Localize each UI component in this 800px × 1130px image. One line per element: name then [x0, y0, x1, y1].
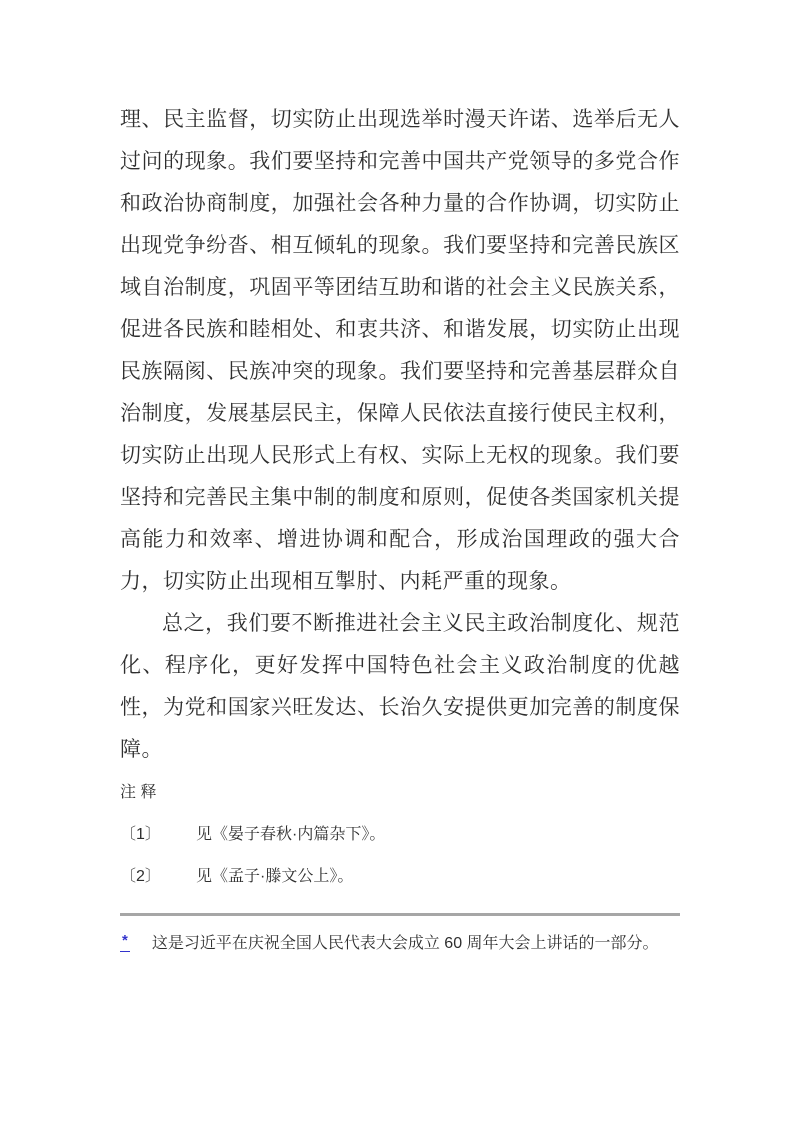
- footnote-1-text: 见《晏子春秋·内篇杂下》。: [196, 826, 386, 843]
- footer-divider: [120, 913, 680, 916]
- body-paragraph-1: 理、民主监督，切实防止出现选举时漫天许诺、选举后无人过问的现象。我们要坚持和完善中国共产党领导的多党合作和政治协商制度，加强社会各种力量的合作协调，切实防止出现党争纷沓、相互倾轧的现象。我们要坚持和完善民族区域自治制度，巩固平等团结互助和谐的社会主义民族关系，促进各民族和睦相处、和衷共济、和谐发展，切实防止出现民族隔阂、民族冲突的现象。我们要坚持和完善基层群众自治制度，发展基层民主，保障人民依法直接行使民主权利，切实防止出现人民形式上有权、实际上无权的现象。我们要坚持和完善民主集中制的制度和原则，促使各类国家机关提高能力和效率、增进协调和配合，形成治国理政的强大合力，切实防止出现相互掣肘、内耗严重的现象。: [120, 108, 680, 593]
- footnote-item-2: [120, 867, 680, 887]
- body-paragraph-2: 总之，我们要不断推进社会主义民主政治制度化、规范化、程序化，更好发挥中国特色社会主义政治制度的优越性，为党和国家兴旺发达、长治久安提供更加完善的制度保障。: [120, 612, 680, 761]
- source-footnote: [120, 933, 680, 954]
- footnote-asterisk-link[interactable]: *: [120, 933, 130, 952]
- footnote-item-1: [120, 825, 680, 845]
- source-footnote-text: 这是习近平在庆祝全国人民代表大会成立 60 周年大会上讲话的一部分。: [151, 935, 659, 952]
- notes-heading: 注 释: [120, 784, 157, 801]
- document-page: [120, 99, 680, 954]
- footnote-2-text: 见《孟子·滕文公上》。: [196, 868, 354, 885]
- footnote-1-marker: 〔1〕: [120, 826, 161, 843]
- notes-section: [120, 783, 680, 887]
- footnote-2-marker: 〔2〕: [120, 868, 161, 885]
